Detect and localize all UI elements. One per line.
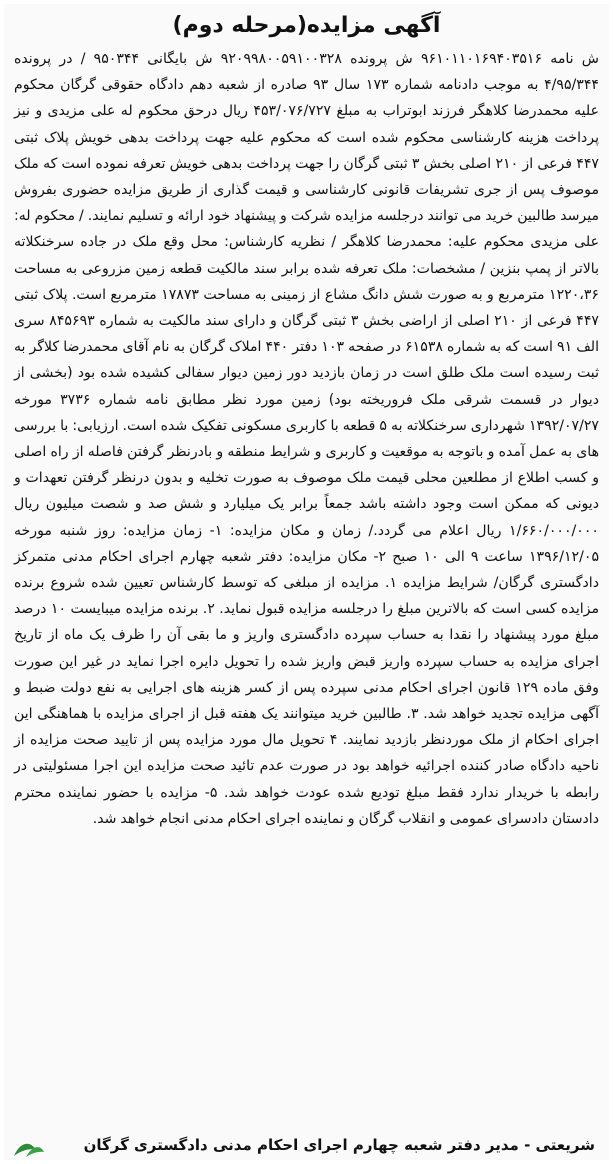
notice-title: آگهی مزایده(مرحله دوم) xyxy=(172,13,441,38)
leaf-ornament-icon xyxy=(12,1138,46,1158)
notice-signature: شریعتی - مدیر دفتر شعبه چهارم اجرای احکام مدنی دادگستری گرگان xyxy=(83,1136,595,1154)
auction-notice xyxy=(4,4,609,1160)
notice-body: ش نامه ۹۶۱۰۱۱۰۱۶۹۴۰۳۵۱۶ ش پرونده ۹۲۰۹۹۸۰۰۵۹۱۰۰۳۲۸ ش بایگانی ۹۵۰۳۴۴ / در پرونده ۴/۹۵/۳۴۴ به موجب دادنامه شماره ۱۷۳ سال ۹۳ صادره از شعبه دهم دادگاه حقوقی گرگان محکوم علیه محمدرضا کلاهگر فرزند ابوتراب به مبلغ ۴۵۳/۰۷۶/۷۲۷ ریال درحق محکوم له علی مزیدی و نیز پرداخت هزینه کارشناسی محکوم شده است که محکوم علیه جهت پرداخت بدهی خویش پلاک ثبتی ۴۴۷ فرعی از ۲۱۰ اصلی بخش ۳ ثبتی گرگان را جهت پرداخت بدهی خویش تعرفه نموده است که ملک موصوف پس از جری تشریفات قانونی کارشناسی و قیمت گذاری از طریق مزایده حضوری بفروش میرسد طالبین خرید می توانند درجلسه مزایده شرکت و پیشنهاد خود ارائه و تسلیم نمایند. / محکوم له: علی مزیدی محکوم علیه: محمدرضا کلاهگر / نظریه کارشناس: محل وقع ملک در جاده سرخنکلاته بالاتر از پمپ بنزین / مشخصات: ملک تعرفه شده برابر سند مالکیت قطعه زمین مزروعی به مساحت ۱۲۲۰،۳۶ مترمربع و به صورت شش دانگ مشاع از زمینی به مساحت ۱۷۸۷۳ مترمربع است. پلاک ثبتی ۴۴۷ فرعی از ۲۱۰ اصلی از اراضی بخش ۳ ثبتی گرگان و دارای سند مالکیت به شماره ۸۴۵۶۹۳ سری الف ۹۱ است که به شماره ۶۱۵۳۸ در صفحه ۱۰۳ دفتر ۴۴۰ املاک گرگان به نام آقای محمدرضا کلاگر به ثبت رسیده است ملک طلق است در زمان بازدید دور زمین دیوار سفالی کشیده شده بود (بخشی از دیوار در قسمت شرقی ملک فروریخته بود) زمین مورد نظر مطابق نامه شماره ۳۷۳۶ مورخه ۱۳۹۲/۰۷/۲۷ شهرداری سرخنکلاته به ۵ قطعه با کاربری مسکونی تفکیک شده است. ارزیابی: با بررسی های به عمل آمده و باتوجه به موقعیت و کاربری و شرایط منطقه و بادرنظر گرفتن فاصله از راه اصلی و کسب اطلاع از مطلعین محلی قیمت ملک موصوف به صورت تخلیه و بدون درنظر گرفتن تعهدات و دیونی که ممکن است وجود داشته باشد جمعاً برابر یک میلیارد و شش صد و شصت میلیون ریال ۱/۶۶۰/۰۰۰/۰۰۰ ریال اعلام می گردد./ زمان و مکان مزایده: ۱- زمان مزایده: روز شنبه مورخه ۱۳۹۶/۱۲/۰۵ ساعت ۹ الی ۱۰ صبح ۲- مکان مزایده: دفتر شعبه چهارم اجرای احکام مدنی متمرکز دادگستری گرگان/ شرایط مزایده ۱. مزایده از مبلغی که توسط کارشناس تعیین شده شروع برنده مزایده کسی است که بالاترین مبلغ را درجلسه مزایده قبول نماید. ۲. برنده مزایده میبایست ۱۰ درصد مبلغ مورد پیشنهاد را نقدا به حساب سپرده دادگستری واریز و ما بقی آن را ظرف یک ماه از تاریخ اجرای مزایده به حساب سپرده واریز قبض واریز شده را تحویل دایره اجرا نماید در غیر این صورت وفق ماده ۱۲۹ قانون اجرای احکام مدنی سپرده پس از کسر هزینه های اجرایی به نفع دولت ضبط و آگهی مزایده تجدید خواهد شد. ۳. طالبین خرید میتوانند یک هفته قبل از اجرای مزایده با هماهنگی این اجرای احکام از ملک موردنظر بازدید نمایند. ۴ تحویل مال مورد مزایده پس از تایید صحت مزایده از ناحیه دادگاه صادر کننده اجرائیه خواهد بود در صورت عدم تائید صحت مزایده این اجرا مسئولیتی در رابطه با خریدار ندارد فقط مبلغ تودیع شده عودت خواهد شد. ۵- مزایده با حضور نماینده محترم دادستان دادسرای عمومی و انقلاب گرگان و نماینده اجرای احکام مدنی انجام خواهد شد. xyxy=(13,51,600,827)
